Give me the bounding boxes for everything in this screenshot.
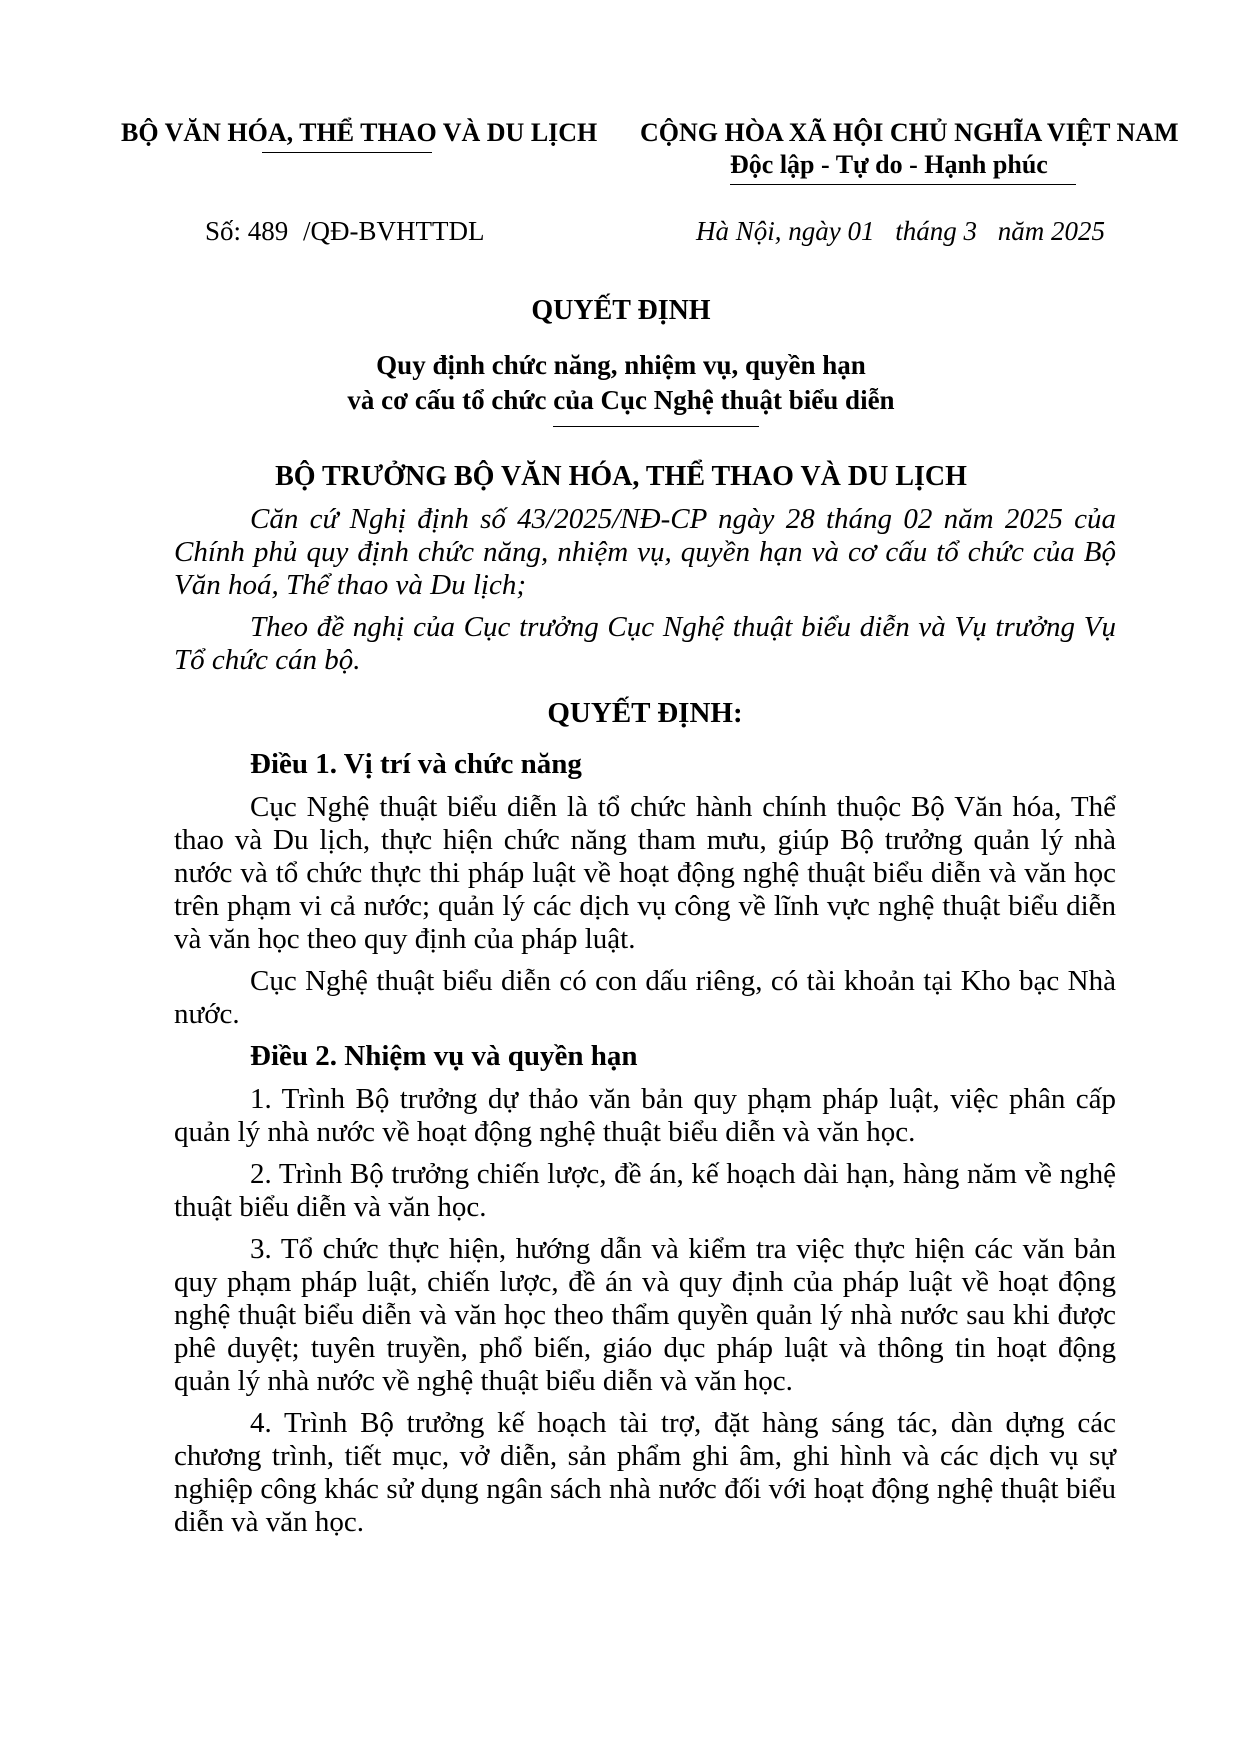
decision-title: QUYẾT ĐỊNH	[531, 295, 711, 326]
article-2-item: 4. Trình Bộ trưởng kế hoạch tài trợ, đặt hàng sáng tác, dàn dựng các chương trình, tiết mục, vở diễn, sản phẩm ghi âm, ghi hình và các dịch vụ sự nghiệp công khác sử dụng ngân sách nhà nước đối với hoạt động nghệ thuật biểu diễn và văn học.	[174, 1407, 1116, 1538]
date-month: tháng 3	[895, 216, 978, 246]
date-place-day: Hà Nội, ngày 01	[696, 216, 875, 246]
legal-basis-1: Căn cứ Nghị định số 43/2025/NĐ-CP ngày 28 tháng 02 năm 2025 của Chính phủ quy định chức năng, nhiệm vụ, quyền hạn và cơ cấu tổ chức của Bộ Văn hoá, Thể thao và Du lịch;	[174, 503, 1116, 601]
doc-number-value: 489	[247, 216, 289, 246]
date-line	[696, 216, 1105, 247]
national-title: CỘNG HÒA XÃ HỘI CHỦ NGHĨA VIỆT NAM	[640, 118, 1179, 147]
article-1-para-2: Cục Nghệ thuật biểu diễn có con dấu riêng, có tài khoản tại Kho bạc Nhà nước.	[174, 965, 1116, 1030]
date-year: năm 2025	[997, 216, 1106, 246]
decision-subtitle-line1: Quy định chức năng, nhiệm vụ, quyền hạn	[376, 350, 866, 380]
decides-heading: QUYẾT ĐỊNH:	[547, 697, 743, 729]
doc-number-suffix: /QĐ-BVHTTDL	[303, 216, 485, 246]
national-motto: Độc lập - Tự do - Hạnh phúc	[730, 150, 1048, 179]
subtitle-underline	[553, 426, 759, 427]
article-2-item: 2. Trình Bộ trưởng chiến lược, đề án, kế hoạch dài hạn, hàng năm về nghệ thuật biểu diễn và văn học.	[174, 1158, 1116, 1223]
legal-basis-2: Theo đề nghị của Cục trưởng Cục Nghệ thuật biểu diễn và Vụ trưởng Vụ Tổ chức cán bộ.	[174, 611, 1116, 676]
authority-title: BỘ TRƯỞNG BỘ VĂN HÓA, THỂ THAO VÀ DU LỊCH	[275, 461, 967, 492]
article-2-item: 3. Tổ chức thực hiện, hướng dẫn và kiểm tra việc thực hiện các văn bản quy phạm pháp luật, chiến lược, đề án và quy định của pháp luật về hoạt động nghệ thuật biểu diễn và văn học theo thẩm quyền quản lý nhà nước sau khi được phê duyệt; tuyên truyền, phổ biến, giáo dục pháp luật và thông tin hoạt động quản lý nhà nước về nghệ thuật biểu diễn và văn học.	[174, 1233, 1116, 1397]
article-1-heading: Điều 1. Vị trí và chức năng	[250, 748, 582, 780]
motto-underline	[730, 184, 1076, 185]
article-1-para-1: Cục Nghệ thuật biểu diễn là tổ chức hành chính thuộc Bộ Văn hóa, Thể thao và Du lịch, thực hiện chức năng tham mưu, giúp Bộ trưởng quản lý nhà nước và tổ chức thực thi pháp luật về hoạt động nghệ thuật biểu diễn và văn học trên phạm vi cả nước; quản lý các dịch vụ công về lĩnh vực nghệ thuật biểu diễn và văn học theo quy định của pháp luật.	[174, 791, 1116, 955]
document-body	[174, 503, 1116, 1548]
article-2-item: 1. Trình Bộ trưởng dự thảo văn bản quy phạm pháp luật, việc phân cấp quản lý nhà nước về hoạt động nghệ thuật biểu diễn và văn học.	[174, 1083, 1116, 1148]
doc-number-prefix: Số:	[205, 216, 242, 246]
document-number	[205, 216, 485, 247]
article-2-heading: Điều 2. Nhiệm vụ và quyền hạn	[250, 1040, 638, 1072]
agency-underline	[262, 152, 432, 153]
decision-subtitle-line2: và cơ cấu tổ chức của Cục Nghệ thuật biểu diễn	[347, 385, 895, 415]
issuing-agency: BỘ VĂN HÓA, THỂ THAO VÀ DU LỊCH	[121, 118, 598, 147]
